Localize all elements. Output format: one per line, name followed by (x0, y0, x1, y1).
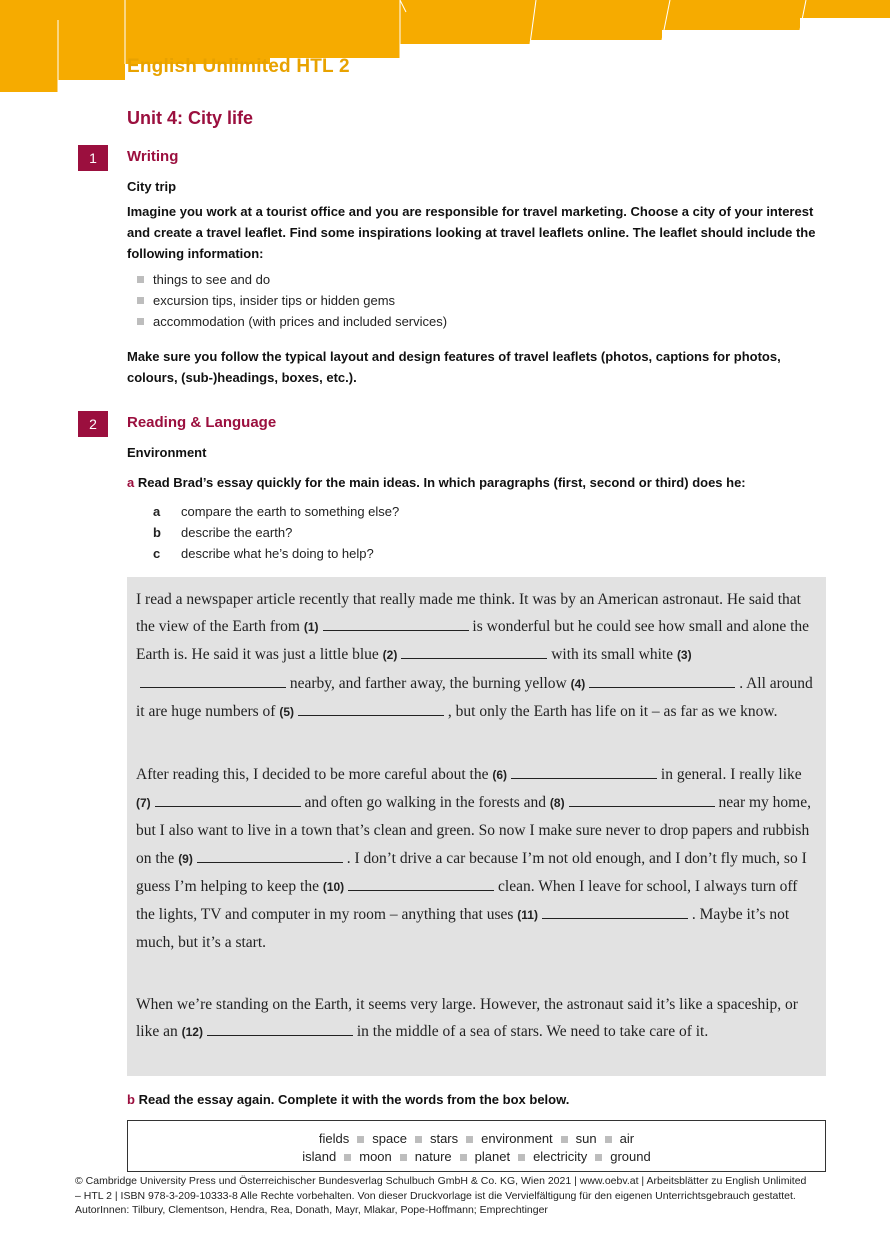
square-separator-icon (466, 1136, 473, 1143)
word-box (127, 1120, 826, 1172)
section-1-bullets (137, 269, 447, 332)
gap-11-blank[interactable] (542, 904, 688, 919)
list-item: things to see and do (137, 269, 447, 290)
gap-4-blank[interactable] (589, 673, 735, 688)
header-banner (0, 0, 890, 95)
essay-box (127, 577, 826, 1076)
list-item: excursion tips, insider tips or hidden gems (137, 290, 447, 311)
gap-2-blank[interactable] (401, 644, 547, 659)
essay-paragraph-3: When we’re standing on the Earth, it seems very large. However, the astronaut said it’s like a spaceship, or like an (12) in the middle of a sea of stars. We need to take care of it. (136, 996, 798, 1041)
gap-9-blank[interactable] (197, 848, 343, 863)
task-a-instruction: a Read Brad’s essay quickly for the main ideas. In which paragraphs (first, second or third) does he: (127, 475, 746, 490)
gap-5-blank[interactable] (298, 701, 444, 716)
square-separator-icon (595, 1154, 602, 1161)
square-separator-icon (561, 1136, 568, 1143)
square-separator-icon (460, 1154, 467, 1161)
section-1-number: 1 (78, 145, 108, 171)
square-separator-icon (518, 1154, 525, 1161)
square-separator-icon (344, 1154, 351, 1161)
essay-paragraph-2: After reading this, I decided to be more careful about the (6) in general. I really like (7) and often go walking in the forests and (8) near my home, but I also want to live in a town that’s clean and green. So now I make sure never to drop papers and rubbish on the (9) . I don’t drive a car because I’m not old enough, and I don’t fly much, so I guess I’m helping to keep the (10) clean. When I leave for school, I always turn off the lights, TV and computer in my room – anything that uses (11) . Maybe it’s not much, but it’s a start. (136, 766, 811, 952)
list-item: a compare the earth to something else? (153, 504, 400, 519)
unit-title: Unit 4: City life (127, 108, 254, 128)
section-1-closing: Make sure you follow the typical layout and design features of travel leaflets (photos, captions for photos, colours, (sub-)headings, boxes, etc.). (127, 349, 781, 385)
section-1-instructions: Imagine you work at a tourist office and you are responsible for travel marketing. Choose a city of your interest and create a travel leaflet. Find some inspirations looking at travel leaflets online. The leaflet should include the following information: (127, 204, 816, 261)
section-2-number: 2 (78, 411, 108, 437)
square-bullet-icon (137, 276, 144, 283)
list-item: b describe the earth? (153, 525, 293, 540)
task-b-instruction: b Read the essay again. Complete it with the words from the box below. (127, 1092, 570, 1107)
section-1-title: Writing (127, 148, 179, 165)
footer-copyright: © Cambridge University Press und Österreichischer Bundesverlag Schulbuch GmbH & Co. KG, Wien 2021 | www.oebv.at | Arbeitsblätter zu English Unlimited – HTL 2 | ISBN 978-3-209-10333-8 Alle Rechte vorbehalten. Von dieser Druckvorlage ist die Vervielfältigung für den eigenen Unterrichtsgebrauch gestattet. (75, 1175, 807, 1202)
square-separator-icon (605, 1136, 612, 1143)
square-bullet-icon (137, 297, 144, 304)
gap-7-blank[interactable] (155, 792, 301, 807)
footer (75, 1174, 815, 1218)
gap-12-blank[interactable] (207, 1021, 353, 1036)
list-item: c describe what he’s doing to help? (153, 546, 374, 561)
gap-8-blank[interactable] (569, 792, 715, 807)
square-separator-icon (357, 1136, 364, 1143)
gap-10-blank[interactable] (348, 876, 494, 891)
word-box-row-1: fields space stars environment sun air (318, 1131, 635, 1146)
gap-3-blank[interactable] (140, 673, 286, 688)
square-separator-icon (400, 1154, 407, 1161)
section-2-title: Reading & Language (127, 414, 277, 431)
list-item: accommodation (with prices and included services) (137, 311, 447, 332)
gap-1-blank[interactable] (323, 616, 469, 631)
word-box-row-2: island moon nature planet electricity ground (302, 1149, 651, 1164)
task-a-items (153, 501, 399, 564)
essay-paragraph-1: I read a newspaper article recently that really made me think. It was by an American astronaut. He said that the view of the Earth from (1) is wonderful but he could see how small and alone the Earth is. He said it was just a little blue (2) with its small white (3) nearby, and farther away, the burning yellow (4) . All around it are huge numbers of (5) , but only the Earth has life on it – as far as we know. (136, 591, 813, 720)
section-1-subtitle: City trip (127, 179, 177, 194)
footer-authors: AutorInnen: Tilbury, Clementson, Hendra, Rea, Donath, Mayr, Mlakar, Pope-Hoffmann; Emprechtinger (75, 1204, 548, 1216)
square-separator-icon (415, 1136, 422, 1143)
section-2-subtitle: Environment (127, 445, 207, 460)
square-bullet-icon (137, 318, 144, 325)
gap-6-blank[interactable] (511, 764, 657, 779)
banner-shape (0, 0, 890, 92)
brand-title: English Unlimited HTL 2 (127, 56, 350, 77)
